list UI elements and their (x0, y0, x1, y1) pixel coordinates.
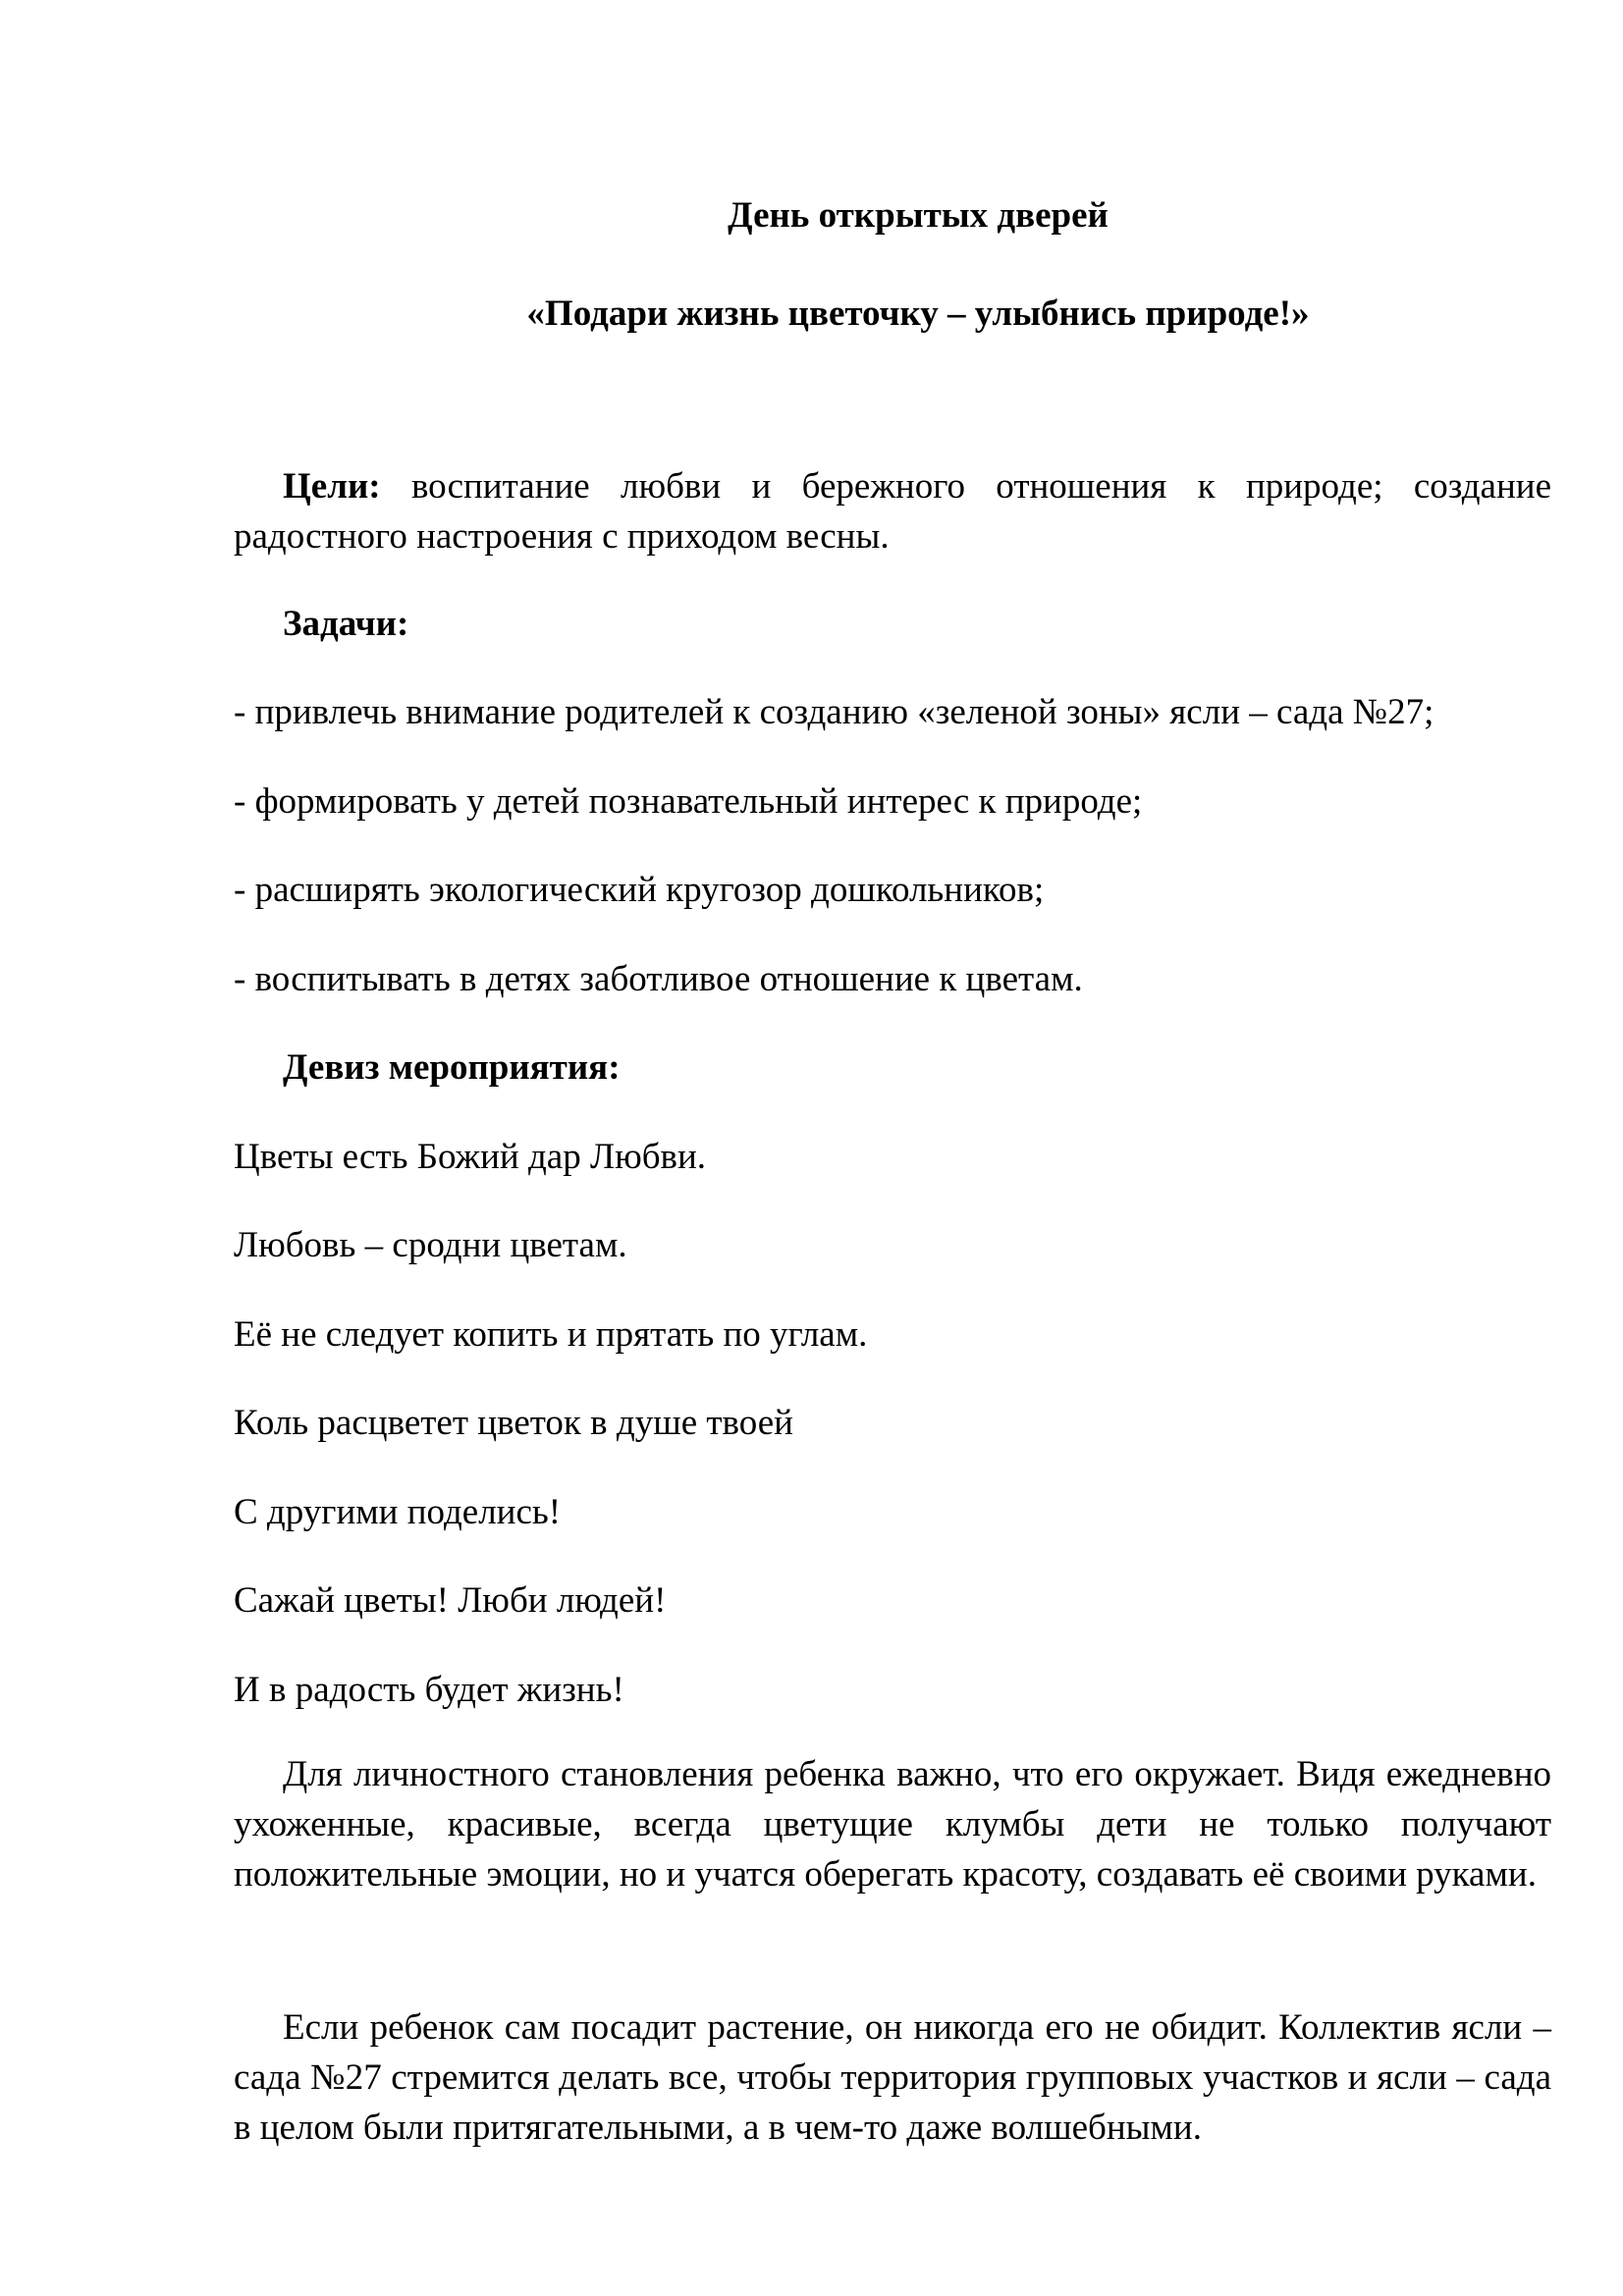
task-item: - расширять экологический кругозор дошкольников; (234, 870, 1045, 910)
motto-line: Коль расцветет цветок в душе твоей (234, 1403, 793, 1443)
tasks-heading: Задачи: (283, 604, 409, 644)
task-item: - формировать у детей познавательный интерес к природе; (234, 781, 1143, 822)
goals-label: Цели: (283, 466, 381, 507)
body-paragraph: Для личностного становления ребенка важно, что его окружает. Видя ежедневно ухоженные, красивые, всегда цветущие клумбы дети не только получают положительные эмоции, но и учатся оберегать красоту, создавать её своими руками. (234, 1754, 1551, 1895)
motto-line: Сажай цветы! Люби людей! (234, 1580, 667, 1621)
document-subtitle: «Подари жизнь цветочку – улыбнись природе!» (526, 294, 1310, 334)
motto-line: И в радость будет жизнь! (234, 1670, 624, 1710)
motto-line: С другими поделись! (234, 1492, 562, 1532)
task-item: - воспитывать в детях заботливое отношение к цветам. (234, 959, 1083, 999)
motto-line: Любовь – сродни цветам. (234, 1225, 627, 1265)
motto-line: Её не следует копить и прятать по углам. (234, 1314, 868, 1355)
body-paragraph: Если ребенок сам посадит растение, он никогда его не обидит. Коллектив ясли – сада №27 стремится делать все, чтобы территория групповых участков и ясли – сада в целом были притягательными, а в чем-то даже волшебными. (234, 2007, 1551, 2148)
motto-heading: Девиз мероприятия: (283, 1047, 621, 1088)
motto-line: Цветы есть Божий дар Любви. (234, 1137, 707, 1177)
goals-text: воспитание любви и бережного отношения к природе; создание радостного настроения с приходом весны. (234, 466, 1551, 557)
goals-paragraph (234, 461, 1551, 561)
document-title: День открытых дверей (728, 195, 1109, 236)
task-item: - привлечь внимание родителей к созданию «зеленой зоны» ясли – сада №27; (234, 692, 1434, 732)
